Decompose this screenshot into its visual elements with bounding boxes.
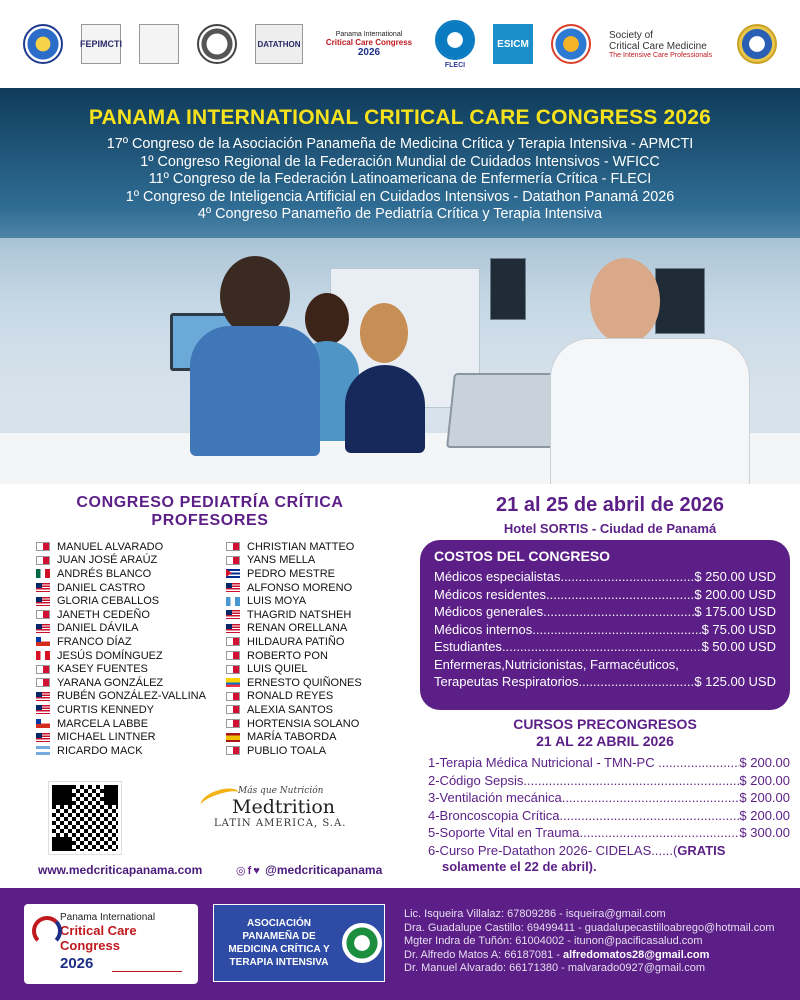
cost-price: $ 75.00 USD bbox=[701, 621, 776, 637]
professor-name: RONALD REYES bbox=[247, 690, 334, 703]
professor-name: THAGRID NATSHEH bbox=[247, 608, 352, 621]
professor-item bbox=[20, 744, 210, 758]
datathon-logo bbox=[255, 24, 303, 64]
professor-item bbox=[210, 554, 400, 568]
professor-item bbox=[210, 717, 400, 731]
course-label: 2-Código Sepsis ..... bbox=[428, 772, 739, 790]
congress-title: PANAMA INTERNATIONAL CRITICAL CARE CONGRESS 2026 bbox=[88, 106, 712, 129]
contact-text: Lic. Isqueira Villalaz: 67809286 - isqueira@gmail.com bbox=[404, 908, 666, 920]
professor-item bbox=[20, 567, 210, 581]
qr-code[interactable] bbox=[49, 782, 121, 854]
professor-item bbox=[20, 554, 210, 568]
professor-name: MANUEL ALVARADO bbox=[57, 540, 164, 553]
course-row bbox=[428, 789, 790, 807]
congress-subtitle: 11º Congreso de la Federación Latinoamericana de Enfermería Crítica - FLECI bbox=[148, 171, 652, 188]
professor-name: ROBERTO PON bbox=[247, 649, 328, 662]
professor-name: YANS MELLA bbox=[247, 554, 316, 567]
professor-item bbox=[210, 622, 400, 636]
footer-logo-line1: Panama International bbox=[60, 912, 156, 923]
course-price: $ 200.00 bbox=[739, 772, 790, 788]
professor-column-2 bbox=[210, 540, 400, 758]
professor-column-1 bbox=[20, 540, 210, 758]
country-flag-icon bbox=[226, 665, 240, 674]
costs-title: COSTOS DEL CONGRESO bbox=[434, 548, 611, 564]
cost-row bbox=[434, 603, 776, 621]
pediatric-congress-title: CONGRESO PEDIATRÍA CRÍTICA bbox=[76, 494, 344, 511]
country-flag-icon bbox=[36, 678, 50, 687]
professor-item bbox=[210, 608, 400, 622]
country-flag-icon bbox=[226, 556, 240, 565]
apmcti-logo bbox=[23, 24, 63, 64]
professor-name: ALFONSO MORENO bbox=[247, 581, 353, 594]
contact-text: Dr. Manuel Alvarado: 66171380 - malvarado0927@gmail.com bbox=[404, 962, 706, 975]
website-link[interactable]: www.medcriticapanama.com bbox=[38, 863, 203, 877]
medical-society-logo bbox=[139, 24, 179, 64]
professor-item bbox=[210, 744, 400, 758]
cost-price: $ 50.00 USD bbox=[701, 639, 776, 654]
event-info bbox=[420, 494, 800, 536]
country-flag-icon bbox=[226, 583, 240, 592]
course-free-label: GRATIS bbox=[677, 842, 726, 858]
country-flag-icon bbox=[36, 569, 50, 578]
wficc-logo bbox=[197, 24, 237, 64]
country-flag-icon bbox=[36, 665, 50, 674]
apmcti-footer-logo bbox=[213, 904, 385, 982]
course-row bbox=[428, 842, 790, 860]
professor-item bbox=[20, 594, 210, 608]
course-rows bbox=[428, 754, 790, 842]
country-flag-icon bbox=[36, 542, 50, 551]
event-dates: 21 al 25 de abril de 2026 bbox=[496, 494, 724, 516]
professor-item bbox=[20, 581, 210, 595]
panama-congress-footer-logo bbox=[24, 904, 198, 984]
country-flag-icon bbox=[36, 583, 50, 592]
course-row bbox=[428, 824, 790, 842]
contact-line bbox=[404, 962, 794, 976]
fepimcti-logo-label: FEPIMCTI bbox=[81, 24, 121, 64]
professor-item bbox=[20, 730, 210, 744]
panama-congress-logo-line3: 2026 bbox=[357, 46, 381, 58]
professor-name: ANDRÉS BLANCO bbox=[57, 567, 152, 580]
professor-name: ERNESTO QUIÑONES bbox=[247, 676, 362, 689]
professor-name: LUIS MOYA bbox=[247, 595, 307, 608]
cost-price: $ 125.00 USD bbox=[694, 674, 776, 689]
professor-name: FRANCO DÍAZ bbox=[57, 635, 132, 648]
cost-label: Médicos especialistas ..... bbox=[434, 568, 694, 586]
contact-text: Dra. Guadalupe Castillo: 69499411 - guadalupecastilloabrego@hotmail.com bbox=[404, 921, 775, 934]
apmcti-seal-icon bbox=[342, 923, 382, 963]
country-flag-icon bbox=[226, 637, 240, 646]
professor-item bbox=[210, 703, 400, 717]
courses-dates: 21 AL 22 ABRIL 2026 bbox=[536, 733, 674, 749]
precongress-courses bbox=[420, 716, 790, 874]
cost-row bbox=[434, 586, 776, 604]
congress-costs-box bbox=[420, 540, 790, 710]
country-flag-icon bbox=[36, 597, 50, 606]
panama-congress-logo bbox=[321, 31, 417, 58]
medtrition-subtitle: LATIN AMERICA, S.A. bbox=[214, 818, 347, 829]
course-price: $ 300.00 bbox=[739, 825, 790, 840]
professor-name: GLORIA CEBALLOS bbox=[57, 595, 160, 608]
cost-nurses-line: Enfermeras,Nutricionistas, Farmacéuticos, bbox=[434, 656, 679, 672]
professor-name: JANETH CEDEÑO bbox=[57, 608, 150, 621]
professor-item bbox=[210, 581, 400, 595]
medtrition-logo bbox=[200, 786, 350, 846]
professor-name: RENAN ORELLANA bbox=[247, 622, 348, 635]
country-flag-icon bbox=[226, 597, 240, 606]
cost-row bbox=[434, 638, 776, 656]
country-flag-icon bbox=[36, 719, 50, 728]
cost-row bbox=[434, 621, 776, 639]
apmcti-name: ASOCIACIÓN PANAMEÑA DE MEDICINA CRÍTICA Y TERAPIA INTENSIVA bbox=[228, 918, 330, 968]
event-venue: Hotel SORTIS - Ciudad de Panamá bbox=[503, 521, 717, 536]
professor-name: PUBLIO TOALA bbox=[247, 744, 327, 757]
professor-item bbox=[210, 730, 400, 744]
course-row bbox=[428, 754, 790, 772]
panama-congress-logo-line2: Critical Care Congress bbox=[325, 37, 413, 47]
professors-heading: PROFESORES bbox=[151, 512, 269, 529]
country-flag-icon bbox=[226, 719, 240, 728]
country-flag-icon bbox=[36, 692, 50, 701]
country-flag-icon bbox=[36, 651, 50, 660]
professor-name: MARCELA LABBE bbox=[57, 717, 149, 730]
facebook-icon: f bbox=[247, 865, 252, 877]
country-flag-icon bbox=[36, 610, 50, 619]
professor-item bbox=[20, 676, 210, 690]
panama-congress-logo-line1: Panama International bbox=[335, 30, 403, 38]
professor-item bbox=[210, 540, 400, 554]
fepimcti-logo bbox=[81, 24, 121, 64]
country-flag-icon bbox=[36, 624, 50, 633]
course-row bbox=[428, 772, 790, 790]
professor-name: HILDAURA PATIÑO bbox=[247, 635, 345, 648]
medtrition-name: Medtrition bbox=[232, 796, 336, 818]
cost-row bbox=[434, 673, 776, 691]
course-label: 4-Broncoscopia Crítica ..... bbox=[428, 807, 739, 825]
professor-name: KASEY FUENTES bbox=[57, 663, 148, 676]
professor-item bbox=[210, 690, 400, 704]
fleci-logo bbox=[435, 20, 475, 69]
pediatric-section bbox=[20, 494, 400, 758]
partner-logo-strip bbox=[0, 0, 800, 88]
professor-name: PEDRO MESTRE bbox=[247, 567, 336, 580]
professor-item bbox=[20, 540, 210, 554]
nursing-federation-logo bbox=[551, 24, 591, 64]
professor-name: MARÍA TABORDA bbox=[247, 731, 337, 744]
social-handle-text: @medcriticapanama bbox=[265, 863, 383, 877]
contact-line bbox=[404, 935, 794, 949]
professor-name: RUBÉN GONZÁLEZ-VALLINA bbox=[57, 690, 206, 703]
professor-name: ALEXIA SANTOS bbox=[247, 703, 334, 716]
professor-item bbox=[20, 662, 210, 676]
child-patient-figure bbox=[345, 303, 435, 453]
professor-name: DANIEL CASTRO bbox=[57, 581, 146, 594]
professor-item bbox=[210, 594, 400, 608]
contact-line bbox=[404, 908, 794, 922]
course-row bbox=[428, 807, 790, 825]
contact-list bbox=[404, 908, 794, 976]
cost-label: Médicos residentes ..... bbox=[434, 586, 694, 604]
country-flag-icon bbox=[36, 556, 50, 565]
hero-banner bbox=[0, 88, 800, 484]
cost-label: Estudiantes ..... bbox=[434, 638, 702, 656]
country-flag-icon bbox=[226, 678, 240, 687]
congress-subtitles bbox=[0, 136, 800, 224]
cost-rows bbox=[434, 568, 776, 656]
professor-item bbox=[210, 676, 400, 690]
congress-subtitle: 4º Congreso Panameño de Pediatría Crítica y Terapia Intensiva bbox=[197, 206, 603, 223]
course-note: solamente el 22 de abril). bbox=[442, 859, 597, 874]
professor-item bbox=[210, 649, 400, 663]
hero-text bbox=[0, 106, 800, 224]
sccm-logo bbox=[609, 30, 719, 59]
footer-logo-line2: Critical Care Congress bbox=[60, 923, 137, 953]
cost-label: Terapeutas Respiratorios ..... bbox=[434, 673, 694, 691]
professor-name: CURTIS KENNEDY bbox=[57, 703, 154, 716]
course-label: 3-Ventilación mecánica ..... bbox=[428, 789, 739, 807]
professor-name: CHRISTIAN MATTEO bbox=[247, 540, 355, 553]
esicm-logo-label: ESICM bbox=[493, 24, 533, 64]
professor-name: HORTENSIA SOLANO bbox=[247, 717, 360, 730]
professor-item bbox=[20, 717, 210, 731]
course-price: $ 200.00 bbox=[739, 790, 790, 805]
professor-item bbox=[210, 662, 400, 676]
professor-list bbox=[20, 540, 400, 758]
course-label: 1-Terapia Médica Nutricional - TMN-PC ..... bbox=[428, 754, 739, 772]
footer-logo-line3: 2026 bbox=[60, 955, 94, 972]
country-flag-icon bbox=[226, 624, 240, 633]
country-flag-icon bbox=[226, 746, 240, 755]
sccm-logo-line2: Critical Care Medicine bbox=[609, 40, 707, 52]
country-flag-icon bbox=[226, 692, 240, 701]
professor-name: MICHAEL LINTNER bbox=[57, 731, 156, 744]
course-label: 6-Curso Pre-Datathon 2026- CIDELAS......( bbox=[428, 842, 678, 858]
xray-image bbox=[490, 258, 526, 320]
medtrition-tagline: Más que Nutrición bbox=[238, 786, 324, 796]
contact-text: Dr. Alfredo Matos A: 66187081 - bbox=[404, 948, 563, 961]
professor-item bbox=[20, 703, 210, 717]
footer bbox=[0, 888, 800, 1000]
congress-subtitle: 1º Congreso de Inteligencia Artificial en Cuidados Intensivos - Datathon Panamá 2026 bbox=[125, 188, 675, 205]
country-flag-icon bbox=[226, 651, 240, 660]
country-flag-icon bbox=[36, 746, 50, 755]
course-price: $ 200.00 bbox=[739, 807, 790, 823]
country-flag-icon bbox=[226, 569, 240, 578]
country-flag-icon bbox=[226, 705, 240, 714]
mother-figure bbox=[190, 256, 330, 484]
cost-price: $ 175.00 USD bbox=[694, 604, 776, 619]
country-flag-icon bbox=[226, 542, 240, 551]
courses-title: CURSOS PRECONGRESOS bbox=[513, 716, 697, 732]
professor-item bbox=[210, 635, 400, 649]
professor-name: JESÚS DOMÍNGUEZ bbox=[57, 649, 163, 662]
country-flag-icon bbox=[36, 705, 50, 714]
sccm-logo-line3: The Intensive Care Professionals bbox=[609, 51, 713, 59]
contact-line bbox=[404, 922, 794, 936]
country-flag-icon bbox=[226, 610, 240, 619]
professor-name: DANIEL DÁVILA bbox=[57, 622, 139, 635]
cost-label: Médicos generales ..... bbox=[434, 603, 694, 621]
country-flag-icon bbox=[36, 733, 50, 742]
esicm-logo bbox=[493, 24, 533, 64]
country-flag-icon bbox=[226, 733, 240, 742]
sccm-logo-line1: Society of bbox=[609, 29, 653, 41]
professor-name: RICARDO MACK bbox=[57, 744, 143, 757]
social-handle[interactable] bbox=[236, 863, 382, 877]
professor-item bbox=[20, 690, 210, 704]
cost-row bbox=[434, 568, 776, 586]
congress-subtitle: 1º Congreso Regional de la Federación Mundial de Cuidados Intensivos - WFICC bbox=[140, 153, 660, 170]
professor-item bbox=[20, 608, 210, 622]
contact-line bbox=[404, 949, 794, 963]
cost-price: $ 250.00 USD bbox=[694, 569, 776, 584]
twitter-icon: ♥ bbox=[253, 865, 260, 877]
professor-item bbox=[20, 635, 210, 649]
doctor-figure bbox=[530, 258, 760, 484]
seal-logo bbox=[737, 24, 777, 64]
professor-item bbox=[210, 567, 400, 581]
contact-email[interactable]: alfredomatos28@gmail.com bbox=[562, 948, 710, 961]
professor-name: JUAN JOSÉ ARAÚZ bbox=[57, 554, 158, 567]
course-label: 5-Soporte Vital en Trauma ..... bbox=[428, 824, 739, 842]
fleci-logo-label: FLECI bbox=[444, 61, 466, 69]
contact-text: Mgter Indra de Tuñón: 61004002 - itunon@pacificasalud.com bbox=[404, 935, 703, 948]
cost-price: $ 200.00 USD bbox=[694, 586, 776, 602]
country-flag-icon bbox=[36, 637, 50, 646]
instagram-icon: ◎ bbox=[236, 865, 246, 877]
cost-label: Médicos internos ..... bbox=[434, 621, 702, 639]
congress-subtitle: 17º Congreso de la Asociación Panameña de Medicina Crítica y Terapia Intensiva - APMCTI bbox=[106, 136, 694, 152]
professor-name: LUIS QUIEL bbox=[247, 663, 308, 676]
course-list bbox=[420, 754, 790, 874]
professor-item bbox=[20, 649, 210, 663]
datathon-logo-label: DATATHON bbox=[255, 24, 303, 64]
professor-item bbox=[20, 622, 210, 636]
professor-name: YARANA GONZÁLEZ bbox=[57, 676, 164, 689]
course-price: $ 200.00 bbox=[739, 755, 790, 770]
